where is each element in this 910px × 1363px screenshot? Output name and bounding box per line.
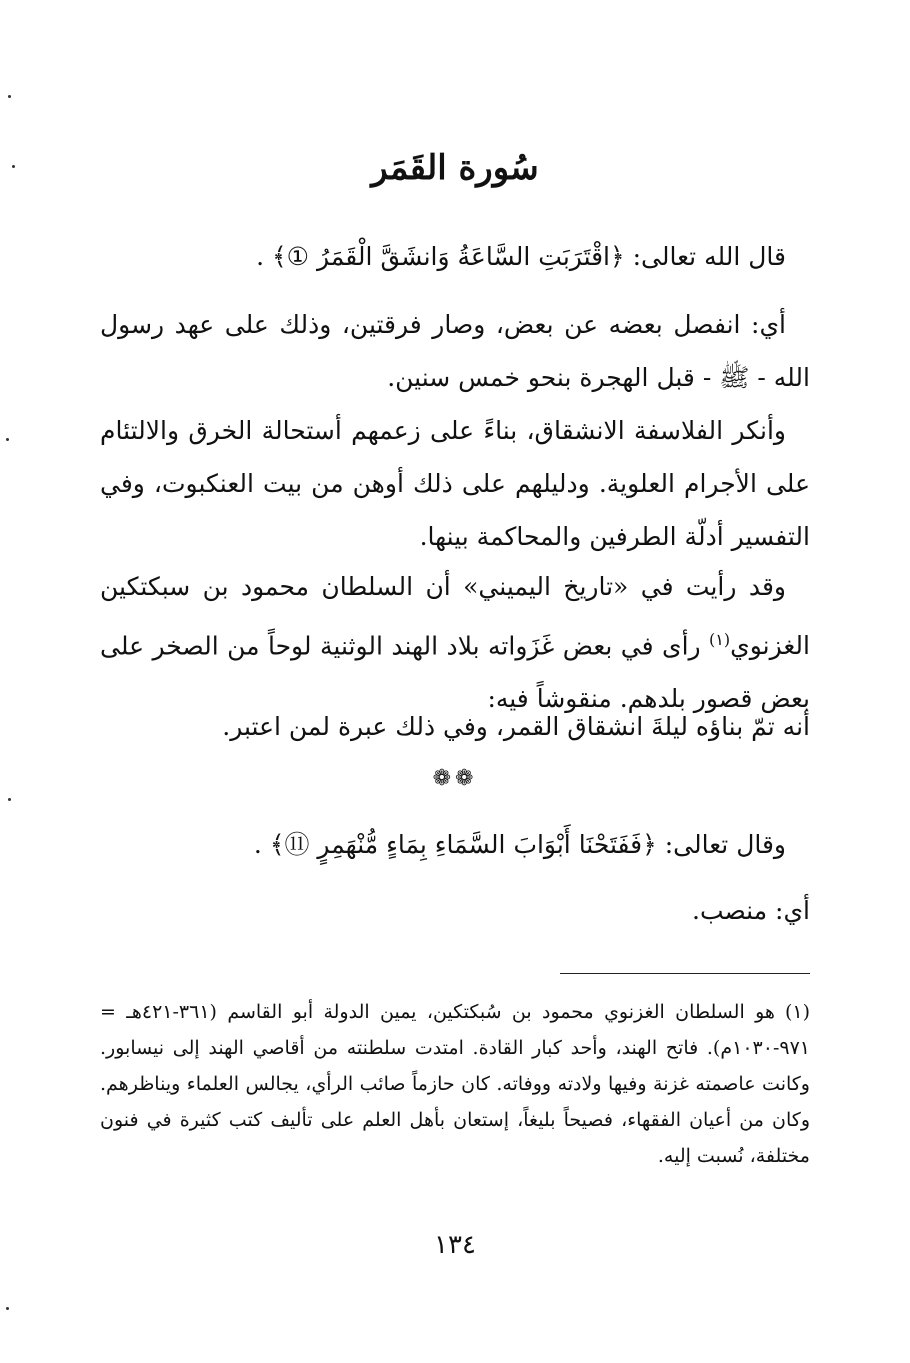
footnote-reference[interactable]: (١): [709, 630, 731, 649]
paragraph-verse-2: [100, 818, 810, 871]
quran-verse: ﴿اقْتَرَبَتِ السَّاعَةُ وَانشَقَّ الْقَمَرُ ①﴾: [272, 242, 625, 271]
scan-speck: [12, 165, 15, 168]
verse-end: .: [253, 830, 262, 859]
paragraph-explanation-1: [100, 298, 810, 404]
paragraph-text: وأنكر الفلاسفة الانشقاق، بناءً على زعمهم أستحالة الخرق والالتئام على الأجرام العلوية. ودليلهم على ذلك أوهن من بيت العنكبوت، وفي التفسير أدلّة الطرفين والمحاكمة بينها.: [100, 416, 810, 551]
paragraph-inscription: [100, 700, 810, 753]
verse-intro: قال الله تعالى:: [632, 242, 786, 271]
paragraph-philosophers: [100, 404, 810, 563]
section-ornament: ❁❁: [432, 766, 478, 791]
verse-intro: وقال تعالى:: [664, 830, 786, 859]
paragraph-text: وقد رأيت في «تاريخ اليميني» أن السلطان محمود بن سبكتكين الغزنوي: [100, 572, 810, 661]
paragraph-text: أي: انفصل بعضه عن بعض، وصار فرقتين، وذلك على عهد رسول الله - ﷺ - قبل الهجرة بنحو خمس سنين.: [100, 310, 810, 392]
paragraph-verse-1: [100, 230, 810, 283]
scan-speck: [8, 798, 11, 801]
footnote: [100, 994, 810, 1174]
paragraph-explanation-2: [100, 884, 810, 937]
surah-title: سُورة القَمَر: [371, 148, 539, 188]
verse-end: .: [256, 242, 265, 271]
paragraph-text: رأى في بعض غَزَواته بلاد الهند الوثنية لوحاً من الصخر على بعض قصور بلدهم. منقوشاً فيه:: [100, 631, 810, 714]
footnote-separator: [560, 973, 810, 974]
paragraph-text: أي: منصب.: [692, 896, 810, 925]
quran-verse: ﴿فَفَتَحْنَا أَبْوَابَ السَّمَاءِ بِمَاءٍ مُّنْهَمِرٍ ⑪﴾: [269, 830, 657, 859]
paragraph-text: أنه تمّ بناؤه ليلةَ انشقاق القمر، وفي ذلك عبرة لمن اعتبر.: [222, 712, 810, 741]
scan-speck: [6, 1307, 9, 1310]
scan-speck: [8, 95, 11, 98]
footnote-text: هو السلطان الغزنوي محمود بن سُبكتكين، يمين الدولة أبو القاسم (٣٦١-٤٢١هـ = ٩٧١-١٠٣٠م). فاتح الهند، وأحد كبار القادة. امتدت سلطنته من أقاصي الهند إلى نيسابور. وكانت عاصمته غزنة وفيها ولادته ووفاته. كان حازماً صائب الرأي، يجالس العلماء ويناظرهم. وكان من أعيان الفقهاء، فصيحاً بليغاً، إستعان بأهل العلم على تأليف كتب كثيرة في فنون مختلفة، نُسبت إليه.: [100, 1001, 810, 1167]
footnote-marker: (١): [784, 1001, 811, 1023]
scan-speck: [6, 438, 9, 441]
page-number: ١٣٤: [434, 1230, 476, 1260]
